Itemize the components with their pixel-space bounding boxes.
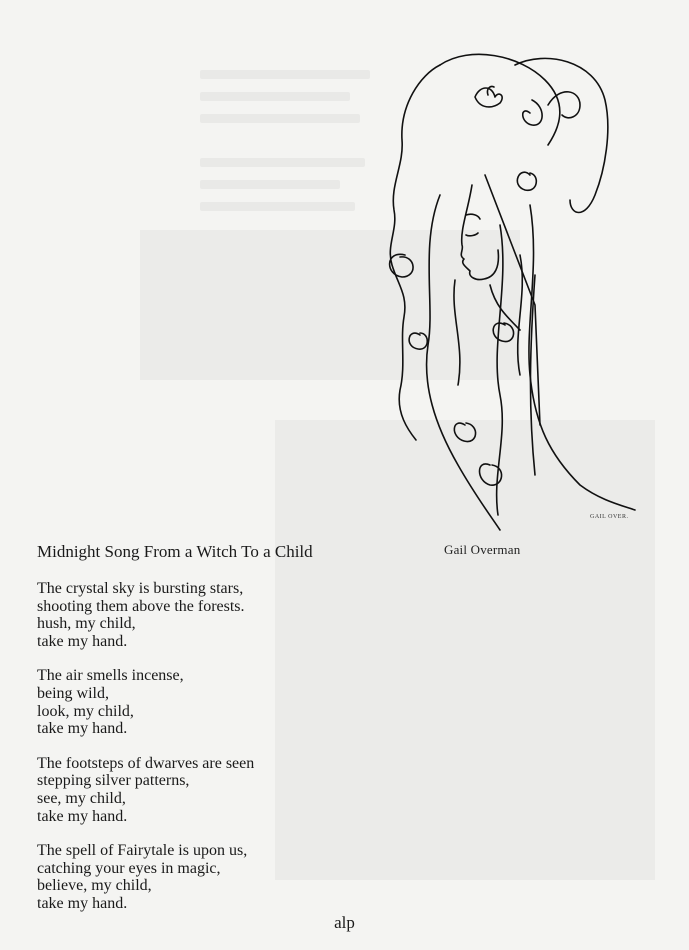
- face-profile: [461, 185, 498, 280]
- stanza: [37, 842, 367, 912]
- poem-line: The footsteps of dwarves are seen: [37, 754, 255, 772]
- stanza: [37, 580, 367, 650]
- stanza: [37, 667, 367, 737]
- poem-title: Midnight Song From a Witch To a Child: [37, 542, 313, 561]
- poem-line: look, my child,: [37, 702, 134, 720]
- poem-line: The crystal sky is bursting stars,: [37, 580, 244, 597]
- poem-line: take my hand.: [37, 894, 128, 912]
- witch-portrait-illustration: [380, 45, 650, 535]
- artist-credit: Gail Overman: [444, 542, 521, 557]
- artist-signature: GAIL OVER.: [590, 514, 629, 520]
- poem-line: hush, my child,: [37, 615, 136, 633]
- poem-line: take my hand.: [37, 632, 128, 650]
- hair-flower: [475, 88, 502, 107]
- poem-line: shooting them above the forests.: [37, 597, 245, 615]
- poem-line: see, my child,: [37, 789, 126, 807]
- hair-outline: [390, 65, 440, 440]
- poem-line: being wild,: [37, 684, 109, 702]
- poem-line: catching your eyes in magic,: [37, 859, 221, 877]
- poem-body: [37, 580, 367, 930]
- poem-line: believe, my child,: [37, 877, 152, 895]
- page-folio: alp: [334, 913, 355, 932]
- poem-line: stepping silver patterns,: [37, 772, 190, 790]
- poem-line: The spell of Fairytale is upon us,: [37, 842, 248, 860]
- poem-line: The air smells incense,: [37, 667, 184, 685]
- stanza: [37, 755, 367, 825]
- poem-line: take my hand.: [37, 807, 128, 825]
- poem-line: take my hand.: [37, 720, 128, 738]
